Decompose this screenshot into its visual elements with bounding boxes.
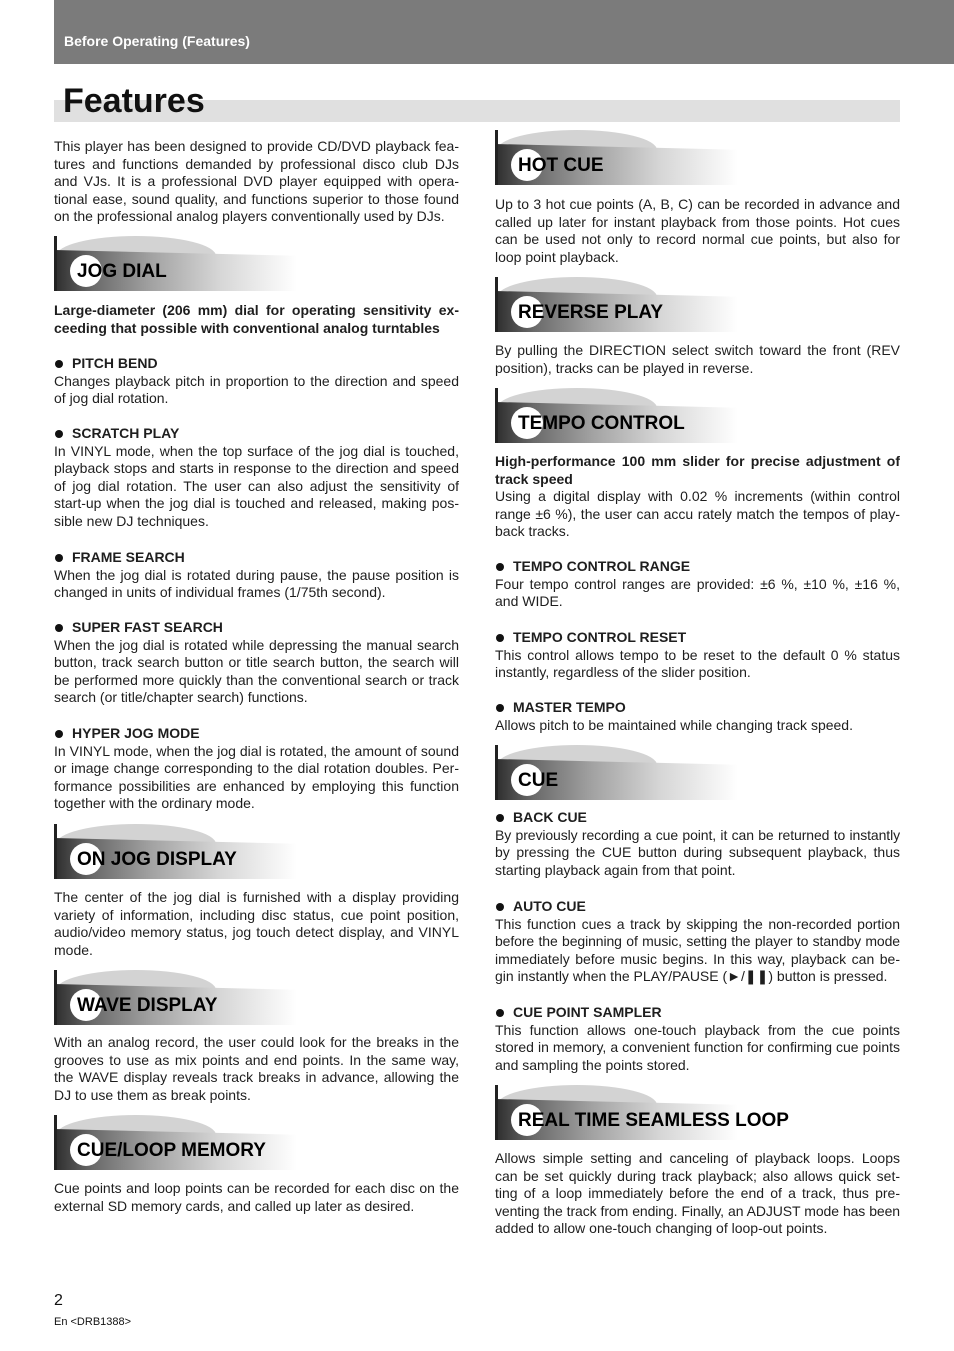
feature-master-tempo [495,699,900,734]
lead-line: Large-diameter (206 mm) dial for operating sensitivity ex- [54,302,459,318]
text-line: The center of the jog dial is furnished with a display providing [54,889,459,905]
section-header-wave-display [54,970,297,1025]
intro-paragraph [54,138,459,226]
section-header-cue [495,745,738,800]
text-line: By previously recording a cue point, it can be returned to instantly [495,826,900,843]
text-line: formance possibilities are enhanced by employing this function [54,777,459,794]
header-edge-graphic [495,277,498,332]
feature-title-text: MASTER TEMPO [513,699,626,715]
text-line: gin instantly when the PLAY/PAUSE (►/❚❚) button is pressed. [495,968,888,985]
header-edge-graphic [495,388,498,443]
text-line: start-up when the jog dial is touched and released, making pos- [54,495,459,512]
text-line: Allows simple setting and canceling of playback loops. Loops [495,1150,900,1166]
feature-title [495,558,900,576]
header-edge-graphic [54,236,57,291]
header-edge-graphic [495,130,498,185]
text-line: tures and functions demanded by professional disco club DJs [54,155,459,172]
feature-title-text: BACK CUE [513,809,587,825]
lead-line: High-performance 100 mm slider for precise adjustment of [495,453,900,469]
on-jog-display-paragraph [54,889,459,959]
text-line: sible new DJ techniques. [54,512,209,529]
feature-title [495,898,900,916]
bullet-icon [496,704,504,712]
text-line: When the jog dial is rotated during pause, the pause position is [54,566,459,583]
feature-scratch-play [54,425,459,531]
text-line: range ±6 %), the user can accu rately match the tempos of play- [495,505,900,522]
feature-tempo-control-range [495,558,900,611]
text-line: Cue points and loop points can be recorded for each disc on the [54,1180,459,1196]
text-line: By pulling the DIRECTION select switch toward the front (REV [495,342,900,358]
feature-back-cue [495,809,900,879]
feature-title-text: SUPER FAST SEARCH [72,619,223,635]
text-line: of jog dial rotation. The user can also adjust the sensitivity of [54,477,459,494]
bullet-icon [496,1009,504,1017]
feature-cue-point-sampler [495,1004,900,1074]
section-heading: ON JOG DISPLAY [77,849,237,870]
header-edge-graphic [54,1115,57,1170]
text-line: variety of information, including disc status, cue point position, [54,906,459,923]
text-line: Four tempo control ranges are provided: ±6 %, ±10 %, ±16 %, [495,575,900,592]
section-heading: CUE [518,770,559,791]
text-line: This player has been designed to provide CD/DVD playback fea- [54,138,459,154]
chapter-title: Before Operating (Features) [64,33,250,49]
header-edge-graphic [495,1085,498,1140]
text-line: by pressing the CUE button during subsequent playback, thus [495,844,900,861]
feature-title-text: FRAME SEARCH [72,549,185,565]
jog-dial-lead [54,302,459,337]
text-line: In VINYL mode, when the jog dial is rotated, the amount of sound [54,742,459,759]
text-line: be performed more quickly than the conventional search or track [54,671,459,688]
section-header-reverse-play [495,277,738,332]
text-line: back tracks. [495,523,570,540]
text-line: position), tracks can be played in reverse. [495,359,754,376]
feature-title-text: SCRATCH PLAY [72,425,180,441]
feature-title [54,619,459,637]
feature-title [54,549,459,567]
text-line: loop point playback. [495,248,619,265]
feature-hyper-jog-mode [54,725,459,813]
text-line: external SD memory cards, and called up later as desired. [54,1197,415,1214]
text-line: stored in memory, a convenient function for confirming cue points [495,1039,900,1056]
text-line: together with the ordinary mode. [54,795,255,812]
text-line: called up later for instant playback from those points. Hot cues [495,213,900,230]
chapter-header-bar [54,0,954,64]
section-header-on-jog-display [54,824,297,879]
section-heading: REVERSE PLAY [518,302,664,323]
text-line: In VINYL mode, when the top surface of the jog dial is touched, [54,442,459,459]
bullet-icon [496,563,504,571]
page-number: 2 [54,1292,63,1309]
bullet-icon [55,624,63,632]
text-line: grooves to use as mix points and end points. In the same way, [54,1051,459,1068]
text-line: ting of a loop immediately before the end of a track, thus pre- [495,1185,900,1202]
text-line: starting playback again from that point. [495,861,736,878]
text-line: venting the track from ending. Finally, an ADJUST mode has been [495,1202,900,1219]
feature-title [495,699,900,717]
feature-title-text: HYPER JOG MODE [72,725,200,741]
section-header-hot-cue [495,130,738,185]
text-line: added to allow one-touch changing of loop-out points. [495,1220,828,1237]
wave-display-paragraph [54,1034,459,1104]
text-line: button, track search button or title search button, the search will [54,654,459,671]
text-line: mode. [54,941,93,958]
text-line: of jog dial rotation. [54,390,169,407]
reverse-play-paragraph [495,342,900,377]
feature-title-text: AUTO CUE [513,898,586,914]
section-header-jog-dial [54,236,297,291]
text-line: the WAVE display reveals track breaks in advance, allowing the [54,1069,459,1086]
section-heading: TEMPO CONTROL [518,413,685,434]
header-edge-graphic [54,970,57,1025]
text-line: changed in units of individual frames (1/75th second). [54,584,386,601]
section-heading: JOG DIAL [77,261,167,282]
text-line: With an analog record, the user could look for the breaks in the [54,1034,459,1050]
header-edge-graphic [495,745,498,800]
text-line: playback stops and starts in response to the direction and speed [54,460,459,477]
page-title: Features [63,82,205,120]
feature-title-text: TEMPO CONTROL RANGE [513,558,691,574]
text-line: immediately before music begins. In this way, playback can be- [495,950,900,967]
bullet-icon [496,634,504,642]
text-line: Changes playback pitch in proportion to the direction and speed [54,372,459,389]
text-line: This control allows tempo to be reset to the default 0 % status [495,646,900,663]
feature-title-text: CUE POINT SAMPLER [513,1004,662,1020]
bullet-icon [55,730,63,738]
section-header-cue-loop-memory [54,1115,297,1170]
text-line: and WIDE. [495,593,563,610]
lead-line: ceeding that possible with conventional analog turntables [54,319,440,336]
feature-title [495,809,900,827]
section-heading: REAL TIME SEAMLESS LOOP [518,1110,789,1131]
feature-frame-search [54,549,459,602]
feature-title [495,1004,900,1022]
text-line: before the beginning of music, setting the player to standby mode [495,933,900,950]
bullet-icon [496,814,504,822]
cue-loop-memory-paragraph [54,1180,459,1215]
bullet-icon [55,430,63,438]
text-line: can be set quickly during track playback; also allows quick set- [495,1167,900,1184]
feature-tempo-control-reset [495,629,900,682]
real-time-seamless-loop-paragraph [495,1150,900,1238]
feature-title [54,725,459,743]
text-line: audio/video memory status, jog touch detect display, and VINYL [54,924,459,941]
text-line: tional ease, sound quality, and functions superior to those found [54,190,459,207]
feature-title [54,355,459,373]
text-line: This function allows one-touch playback from the cue points [495,1021,900,1038]
text-line: Using a digital display with 0.02 % increments (within control [495,488,900,505]
hot-cue-paragraph [495,196,900,266]
section-heading: HOT CUE [518,155,604,176]
feature-auto-cue [495,898,900,986]
feature-super-fast-search [54,619,459,707]
text-line: When the jog dial is rotated while depressing the manual search [54,636,459,653]
section-header-real-time-seamless-loop [495,1085,789,1140]
text-line: Up to 3 hot cue points (A, B, C) can be recorded in advance and [495,196,900,212]
section-heading: CUE/LOOP MEMORY [77,1140,266,1161]
text-line: DJ to use them as break points. [54,1086,251,1103]
feature-pitch-bend [54,355,459,408]
header-edge-graphic [54,824,57,879]
text-line: search (or title/chapter search) functions. [54,689,308,706]
text-line: and sampling the points stored. [495,1056,690,1073]
bullet-icon [496,903,504,911]
text-line: This function cues a track by skipping the non-recorded portion [495,915,900,932]
feature-title [495,629,900,647]
feature-title [54,425,459,443]
bullet-icon [55,360,63,368]
text-line: instantly, regardless of the slider position. [495,664,751,681]
text-line: on the professional analog players conventionally used by DJs. [54,208,445,225]
text-line: and VJs. It is a professional DVD player equipped with opera- [54,173,459,190]
text-line: Allows pitch to be maintained while changing track speed. [495,716,853,733]
section-header-tempo-control [495,388,738,443]
section-heading: WAVE DISPLAY [77,995,218,1016]
bullet-icon [55,554,63,562]
document-code: En <DRB1388> [54,1316,132,1328]
feature-title-text: TEMPO CONTROL RESET [513,629,687,645]
text-line: or image change corresponding to the dial rotation doubles. Per- [54,760,459,777]
lead-line: track speed [495,470,573,487]
text-line: can be used not only to record normal cue points, but also for [495,231,900,248]
tempo-control-paragraph [495,453,900,541]
feature-title-text: PITCH BEND [72,355,158,371]
